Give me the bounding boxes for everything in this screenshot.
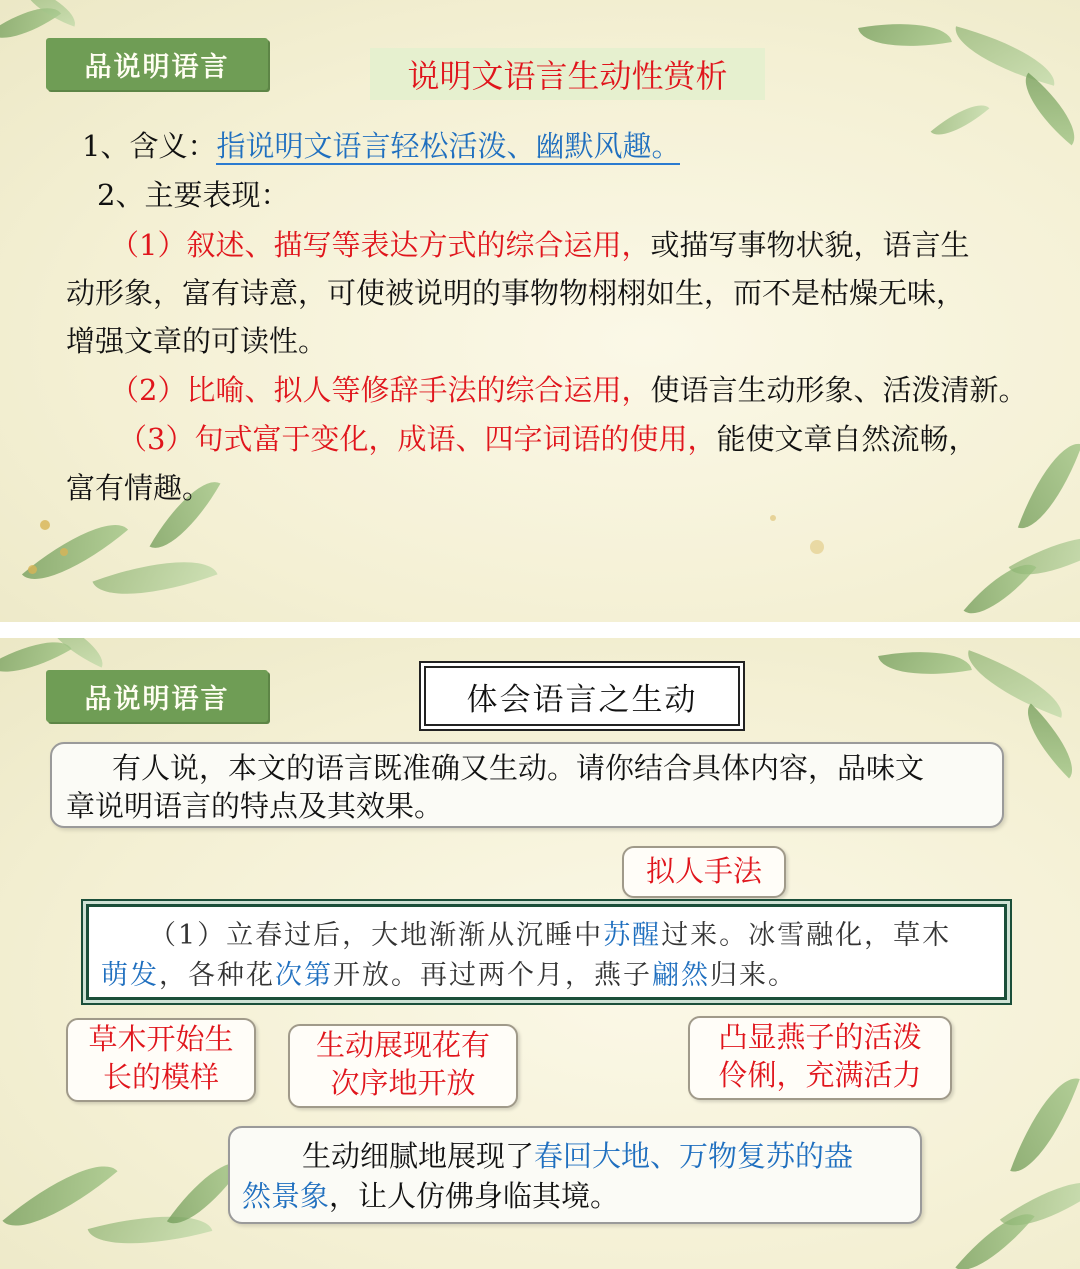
p1-line2: 动形象，富有诗意，可使被说明的事物物栩栩如生，而不是枯燥无味， (66, 276, 966, 310)
item-meaning (82, 126, 680, 166)
p2-line (110, 370, 1027, 410)
quote-text: ，各种花 (159, 960, 275, 991)
summary-line1 (302, 1136, 853, 1176)
summary-text: ，让人仿佛身临其境。 (329, 1179, 620, 1213)
summary-highlight: 然景象 (242, 1179, 330, 1213)
section-tag: 品说明语言 (46, 670, 268, 722)
slide-1 (0, 0, 1080, 622)
quote-text: 归来。 (710, 960, 797, 991)
quote-box (86, 904, 1007, 1000)
quote-line2 (101, 953, 797, 992)
note-bloom (288, 1024, 518, 1108)
quote-key-word: 翩然 (652, 960, 710, 991)
question-line1: 有人说，本文的语言既准确又生动。请你结合具体内容，品味文 (112, 751, 925, 785)
note-sprout (66, 1018, 256, 1102)
p3-highlight: （3）句式富于变化，成语、四字词语的使用， (118, 422, 717, 456)
summary-text: 生动细腻地展现了 (302, 1139, 535, 1173)
quote-key-word: 萌发 (101, 960, 159, 991)
question-line2: 章说明语言的特点及其效果。 (66, 789, 444, 823)
p3-rest: 能使文章自然流畅， (716, 422, 978, 456)
note-line: 生动展现花有 (315, 1028, 490, 1062)
p2-rest: 使语言生动形象、活泼清新。 (650, 373, 1028, 407)
slide-title: 说明文语言生动性赏析 (370, 48, 765, 100)
p1-rest: 或描写事物状貌，语言生 (650, 228, 970, 262)
note-line: 伶俐，充满活力 (718, 1058, 922, 1092)
p1-line3: 增强文章的可读性。 (66, 324, 328, 358)
quote-key-word: 苏醒 (603, 920, 662, 951)
personification-label: 拟人手法 (622, 846, 786, 898)
summary-highlight: 春回大地、万物复苏的盎 (534, 1139, 854, 1173)
quote-key-word: 次第 (275, 960, 333, 991)
section-tag: 品说明语言 (46, 38, 268, 90)
note-line: 草木开始生 (88, 1022, 234, 1056)
summary-line2 (242, 1176, 619, 1216)
question-box (50, 742, 1004, 828)
p3-line1 (118, 419, 977, 459)
quote-text: 过来。冰雪融化，草木 (661, 920, 952, 951)
item-main-label: 2、主要表现： (97, 178, 290, 212)
p1-highlight: （1）叙述、描写等表达方式的综合运用， (110, 228, 651, 262)
item-meaning-label: 1、含义： (82, 129, 217, 163)
quote-text: （1）立春过后，大地渐渐从沉睡中 (149, 920, 604, 951)
note-swallow (688, 1016, 952, 1100)
summary-box (228, 1126, 922, 1224)
note-line: 长的模样 (102, 1060, 219, 1094)
p3-line2: 富有情趣。 (66, 471, 212, 505)
quote-line1 (149, 913, 951, 952)
p1-line1 (110, 225, 969, 265)
p2-highlight: （2）比喻、拟人等修辞手法的综合运用， (110, 373, 651, 407)
slide-title: 体会语言之生动 (424, 666, 740, 726)
note-line: 次序地开放 (330, 1066, 476, 1100)
note-line: 凸显燕子的活泼 (718, 1020, 922, 1054)
slide-2 (0, 638, 1080, 1269)
quote-text: 开放。再过两个月，燕子 (333, 960, 652, 991)
item-meaning-text: 指说明文语言轻松活泼、幽默风趣。 (216, 129, 681, 163)
